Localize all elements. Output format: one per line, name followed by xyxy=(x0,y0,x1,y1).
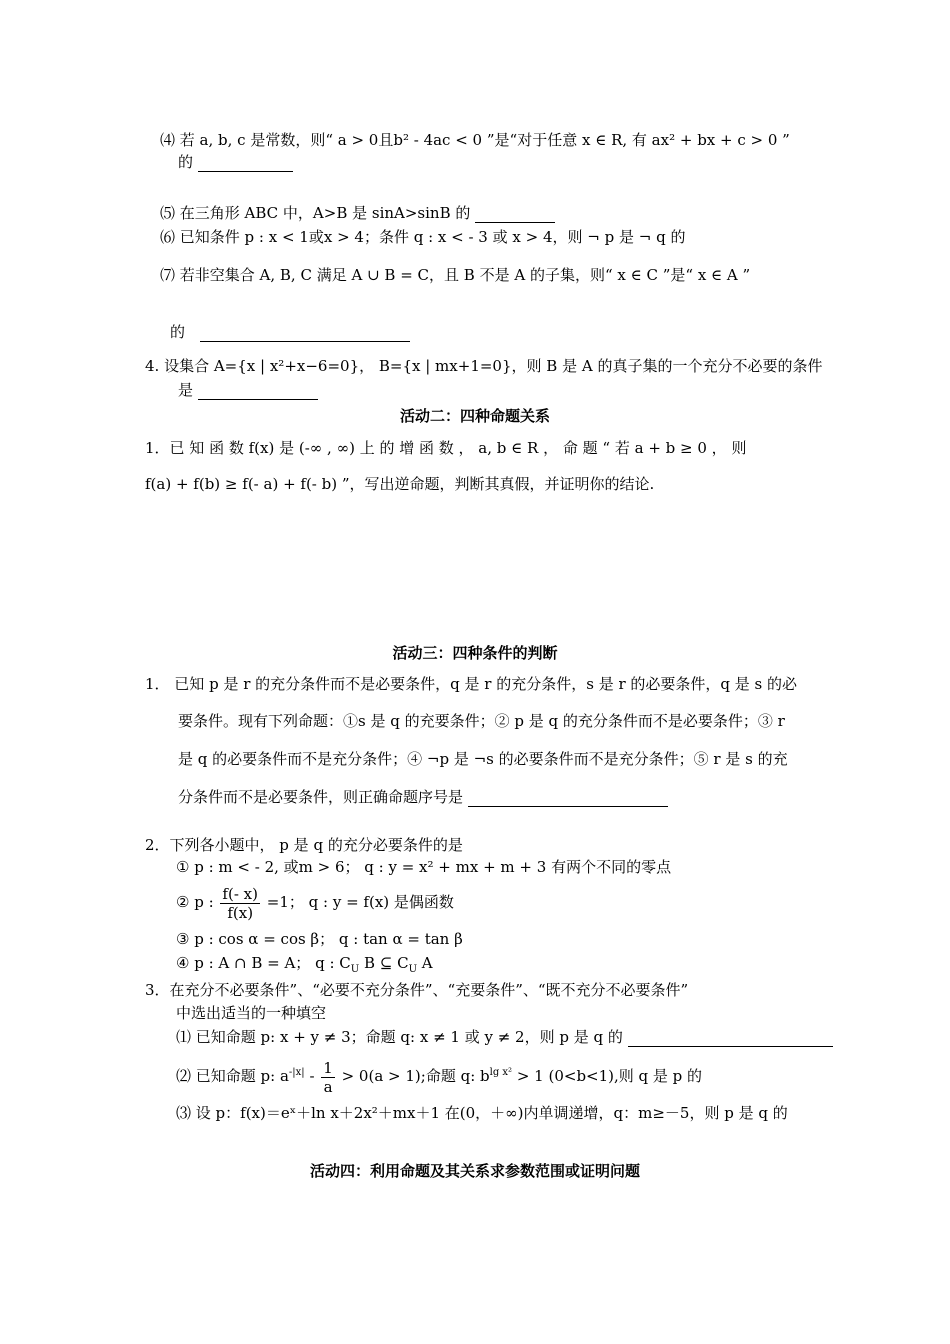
act3-q3-sub2-exp1: -|x| xyxy=(288,1067,305,1078)
q7-line1: ⑺ 若非空集合 A, B, C 满足 A ∪ B = C，且 B 不是 A 的子集，则“ x ∈ C ”是“ x ∈ A ” xyxy=(160,266,751,284)
act3-q3-sub2-minus: - xyxy=(304,1067,320,1085)
act3-q3-sub2-pre: ⑵ 已知命题 p: a xyxy=(176,1067,289,1085)
act2-line1: 1．已 知 函 数 f(x) 是 (-∞ , ∞) 上 的 增 函 数 ， a, b ∈ R ， 命 题 “ 若 a + b ≥ 0 ， 则 xyxy=(145,439,747,457)
q7-answer-blank[interactable] xyxy=(200,325,410,342)
p4-line2 xyxy=(178,380,318,400)
act3-q3-sub2-exp2: lg x² xyxy=(489,1067,513,1078)
q4-line1: ⑷ 若 a, b, c 是常数，则“ a > 0且b² - 4ac < 0 ”是“对于任意 x ∈ R, 有 ax² + bx + c > 0 ” xyxy=(160,131,790,149)
q4-line2 xyxy=(178,152,293,172)
act3-q2-item2-numerator: f(- x) xyxy=(222,884,258,903)
act3-q1-line2: 要条件。现有下列命题：①s 是 q 的充要条件；② p 是 q 的充分条件而不是必要条件；③ r xyxy=(178,712,785,730)
q5-line xyxy=(160,203,555,223)
act3-q1-answer-blank[interactable] xyxy=(468,790,668,807)
act3-q2-item4-sub2: U xyxy=(408,964,417,975)
q4-answer-blank[interactable] xyxy=(198,155,293,172)
act3-q2-item1: ① p : m < - 2, 或m > 6； q : y = x² + mx + m + 3 有两个不同的零点 xyxy=(176,858,672,876)
p4-line1: 4. 设集合 A={x | x²+x−6=0}， B={x | mx+1=0}，则 B 是 A 的真子集的一个充分不必要的条件 xyxy=(145,357,823,375)
activity4-title: 活动四：利用命题及其关系求参数范围或证明问题 xyxy=(309,1162,640,1180)
q4-line2-text: 的 xyxy=(178,153,194,171)
act3-q1-line4 xyxy=(178,787,668,807)
act3-q1-line1: 1． 已知 p 是 r 的充分条件而不是必要条件，q 是 r 的充分条件，s 是 r 的必要条件，q 是 s 的必 xyxy=(145,675,798,693)
act3-q3-sub2 xyxy=(176,1052,702,1094)
act3-q3-line1: 3．在充分不必要条件”、“必要不充分条件”、“充要条件”、“既不充分不必要条件” xyxy=(145,981,689,999)
act3-q2-item2-pre: ② p : xyxy=(176,893,214,911)
q7-line2-text: 的 xyxy=(170,323,186,341)
act3-q2-item3: ③ p : cos α = cos β； q : tan α = tan β xyxy=(176,930,463,948)
activity3-title: 活动三：四种条件的判断 xyxy=(392,644,558,662)
activity2-title: 活动二：四种命题关系 xyxy=(399,407,550,425)
q5-text: ⑸ 在三角形 ABC 中，A>B 是 sinA>sinB 的 xyxy=(160,204,471,222)
act3-q2-item4 xyxy=(176,953,433,980)
act2-line2: f(a) + f(b) ≥ f(- a) + f(- b) ”，写出逆命题，判断其真假，并证明你的结论. xyxy=(145,475,655,493)
act3-q2-item4-b: B ⊆ C xyxy=(359,954,409,972)
act3-q2-item2-fraction xyxy=(220,885,260,922)
act3-q3-sub2-end: > 1 (0<b<1),则 q 是 p 的 xyxy=(512,1067,703,1085)
q7-line2 xyxy=(170,322,410,342)
q6-line: ⑹ 已知条件 p : x < 1或x > 4；条件 q : x < - 3 或 x > 4，则 ¬ p 是 ¬ q 的 xyxy=(160,228,686,246)
act3-q3-line2: 中选出适当的一种填空 xyxy=(176,1004,327,1022)
act3-q3-sub3: ⑶ 设 p：f(x)＝eˣ＋ln x＋2x²＋mx＋1 在(0，＋∞)内单调递增，q：m≥－5，则 p 是 q 的 xyxy=(176,1104,788,1122)
act3-q3-sub2-numerator: 1 xyxy=(323,1058,333,1077)
act3-q2-item4-c: A xyxy=(417,954,433,972)
act3-q1-line3: 是 q 的必要条件而不是充分条件；④ ¬p 是 ¬s 的必要条件而不是充分条件；⑤ r 是 s 的充 xyxy=(178,750,788,768)
act3-q3-sub2-mid: > 0(a > 1);命题 q: b xyxy=(336,1067,490,1085)
act3-q1-line4-text: 分条件而不是必要条件，则正确命题序号是 xyxy=(178,788,464,806)
act3-q3-sub1-answer-blank[interactable] xyxy=(628,1030,833,1047)
act3-q3-sub1-text: ⑴ 已知命题 p: x + y ≠ 3；命题 q: x ≠ 1 或 y ≠ 2，则 p 是 q 的 xyxy=(176,1028,623,1046)
p4-line2-text: 是 xyxy=(178,381,194,399)
q5-answer-blank[interactable] xyxy=(475,206,555,223)
act3-q3-sub2-denominator: a xyxy=(323,1077,333,1096)
act3-q2-item2-denominator: f(x) xyxy=(227,903,254,922)
act3-q2-title: 2．下列各小题中， p 是 q 的充分必要条件的是 xyxy=(145,836,463,854)
act3-q3-sub2-fraction xyxy=(321,1059,335,1096)
p4-answer-blank[interactable] xyxy=(198,383,318,400)
act3-q2-item4-sub1: U xyxy=(350,964,360,975)
act3-q2-item2-post: =1； q : y = f(x) 是偶函数 xyxy=(266,893,454,911)
act3-q3-sub1 xyxy=(176,1027,833,1047)
act3-q2-item4-a: ④ p : A ∩ B = A； q : C xyxy=(176,954,351,972)
act3-q2-item2 xyxy=(176,880,454,924)
